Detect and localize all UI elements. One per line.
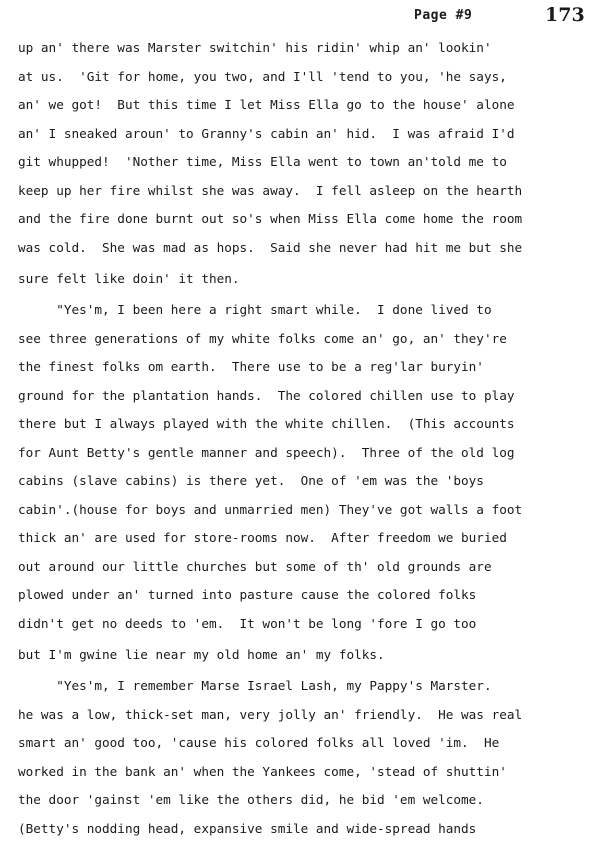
text-line: cabin'.(house for boys and unmarried men) They've got walls a foot [18, 501, 523, 517]
text-line: sure felt like doin' it then. [18, 271, 240, 286]
text-line: was cold. She was mad as hops. Said she never had hit me but she [18, 239, 523, 255]
page-label: Page #9 [414, 8, 473, 23]
text-line: cabins (slave cabins) is there yet. One of 'em was the 'boys [18, 473, 484, 488]
text-line: up an' there was Marster switchin' his ridin' whip an' lookin' [18, 40, 492, 55]
text-line: git whupped! 'Nother time, Miss Ella went to town an'told me to [18, 154, 507, 169]
text-line: the door 'gainst 'em like the others did, he bid 'em welcome. [18, 792, 484, 807]
text-line: (Betty's nodding head, expansive smile and wide-spread hands [18, 820, 477, 836]
text-line: there but I always played with the white chillen. (This accounts [18, 416, 515, 431]
text-line: "Yes'm, I been here a right smart while. I done lived to [18, 302, 492, 317]
text-line: worked in the bank an' when the Yankees come, 'stead of shuttin' [18, 763, 507, 779]
text-line: didn't get no deeds to 'em. It won't be long 'fore I go too [18, 615, 477, 631]
text-line: thick an' are used for store-rooms now. After freedom we buried [18, 530, 507, 545]
text-line: see three generations of my white folks come an' go, an' they're [18, 330, 507, 346]
text-line: smart an' good too, 'cause his colored folks all loved 'im. He [18, 735, 500, 750]
text-line: keep up her fire whilst she was away. I fell asleep on the hearth [18, 182, 523, 198]
text-line: out around our little churches but some of th' old grounds are [18, 558, 492, 574]
text-line: and the fire done burnt out so's when Miss Ella come home the room [18, 211, 523, 226]
text-line: at us. 'Git for home, you two, and I'll 'tend to you, 'he says, [18, 68, 507, 84]
typed-transcript-body [18, 34, 596, 843]
text-line: "Yes'm, I remember Marse Israel Lash, my Pappy's Marster. [18, 678, 492, 693]
text-line: for Aunt Betty's gentle manner and speech). Three of the old log [18, 444, 515, 460]
text-line: plowed under an' turned into pasture cause the colored folks [18, 587, 477, 602]
text-line: he was a low, thick-set man, very jolly an' friendly. He was real [18, 706, 523, 722]
text-line: an' we got! But this time I let Miss Ella go to the house' alone [18, 97, 515, 112]
text-line: ground for the plantation hands. The colored chillen use to play [18, 387, 515, 403]
handwritten-page-number: 173 [545, 4, 585, 26]
text-line: an' I sneaked aroun' to Granny's cabin an' hid. I was afraid I'd [18, 125, 515, 141]
text-line: the finest folks om earth. There use to be a reg'lar buryin' [18, 359, 484, 374]
text-line: but I'm gwine lie near my old home an' my folks. [18, 647, 385, 662]
